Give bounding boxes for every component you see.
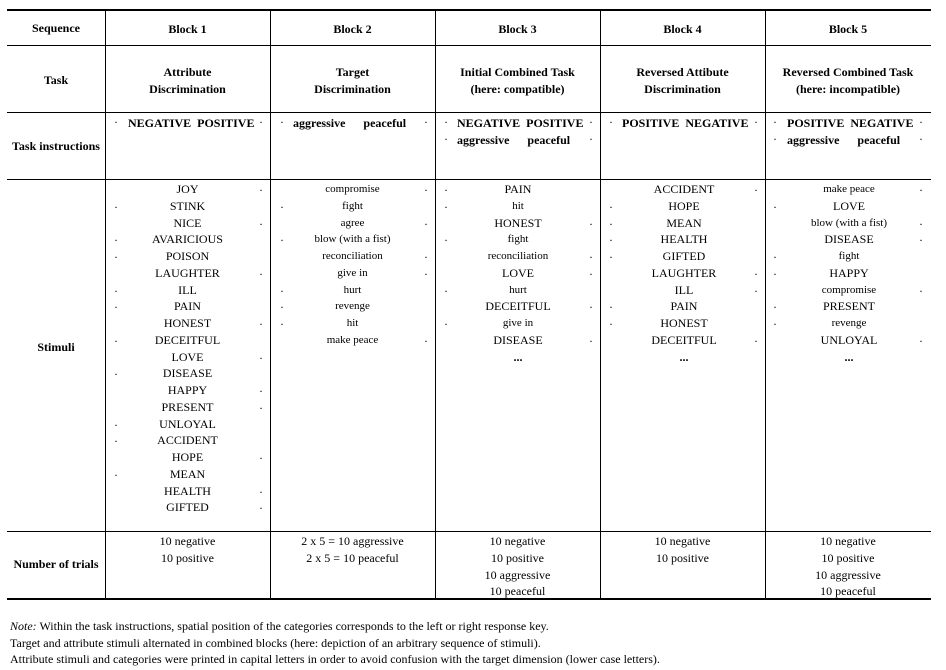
stimulus-ellipsis: ... (844, 349, 854, 364)
stimulus-word: PAIN (670, 299, 698, 314)
stimulus-word: GIFTED (166, 500, 209, 515)
response-key-marker: · (609, 300, 613, 315)
stimulus-word: LOVE (171, 349, 204, 364)
stimulus-word: reconciliation (322, 250, 383, 262)
col-divider-5 (765, 10, 766, 599)
response-key-marker: · (444, 183, 448, 197)
response-key-marker: · (444, 317, 448, 331)
left-key-marker: · (280, 115, 284, 129)
stimulus-word: DISEASE (824, 232, 874, 247)
stimulus-word: LAUGHTER (155, 265, 220, 280)
stimulus-word: UNLOYAL (159, 416, 216, 431)
stimulus-word: GIFTED (662, 249, 706, 263)
col-divider-1 (105, 10, 106, 599)
response-key-marker: · (424, 266, 428, 281)
col-divider-3 (435, 10, 436, 599)
task-block-1: Attribute Discrimination (149, 65, 226, 96)
stimulus-word: revenge (831, 317, 867, 329)
right-key-marker: · (919, 115, 923, 129)
stimulus-ellipsis: ... (679, 349, 689, 364)
instruction-block-5-targets: aggressive peaceful (787, 133, 901, 147)
stimulus-word: DISEASE (493, 332, 543, 347)
stimulus-word: HOPE (668, 198, 700, 213)
stimulus-word: MEAN (169, 466, 206, 481)
instruction-block-2: aggressive peaceful (293, 116, 407, 130)
response-key-marker: · (609, 233, 613, 248)
header-sequence: Sequence (32, 21, 80, 35)
note-line-2: Target and attribute stimuli alternated in combined blocks (here: depiction of an arbitrary sequence of stimuli). (10, 635, 541, 650)
left-key-marker: · (773, 115, 777, 129)
stimulus-word: HAPPY (167, 383, 208, 397)
stimulus-word: PRESENT (161, 399, 214, 414)
rule-after-task (7, 112, 931, 113)
stimulus-word: PAIN (504, 182, 532, 196)
header-block-2: Block 2 (333, 22, 372, 36)
response-key-marker: · (754, 266, 758, 281)
stimulus-word: STINK (169, 198, 206, 213)
response-key-marker: · (589, 333, 593, 348)
stimulus-word: HAPPY (829, 265, 869, 280)
task-block-5: Reversed Combined Task (here: incompatible) (782, 65, 914, 96)
stimulus-word: PRESENT (822, 299, 875, 314)
right-key-marker: · (424, 115, 428, 129)
col-divider-2 (270, 10, 271, 599)
stimulus-word: make peace (823, 183, 875, 195)
stimulus-word: HONEST (163, 316, 212, 330)
response-key-marker: · (280, 233, 284, 248)
stimulus-word: ACCIDENT (157, 433, 218, 448)
response-key-marker: · (280, 283, 284, 298)
table-notes (10, 618, 660, 668)
row-label-task: Task (43, 73, 69, 87)
stimuli-block-3 (452, 181, 584, 365)
stimulus-word: hit (346, 317, 359, 329)
header-block-1: Block 1 (168, 22, 207, 36)
response-key-marker: · (114, 283, 118, 298)
response-key-marker: · (609, 250, 613, 264)
response-key-marker: · (259, 501, 263, 516)
stimulus-word: compromise (821, 283, 877, 296)
stimulus-word: AVARICIOUS (152, 232, 223, 247)
stimulus-word: NICE (173, 215, 202, 230)
stimulus-word: HOPE (171, 450, 204, 464)
response-key-marker: · (114, 434, 118, 449)
right-key-marker: · (589, 115, 593, 129)
response-key-marker: · (754, 333, 758, 348)
instruction-block-3-attributes: NEGATIVE POSITIVE (457, 116, 584, 130)
response-key-marker: · (919, 283, 923, 298)
stimulus-word: ACCIDENT (653, 182, 715, 196)
trials-block-1: 10 negative 10 positive (159, 534, 216, 565)
response-key-marker: · (114, 250, 118, 264)
response-key-marker: · (773, 199, 777, 214)
stimulus-word: DECEITFUL (154, 332, 221, 347)
response-key-marker: · (280, 300, 284, 315)
stimulus-word: fight (507, 233, 529, 246)
instruction-block-5-attributes: POSITIVE NEGATIVE (787, 116, 914, 130)
stimulus-word: blow (with a fist) (314, 233, 391, 246)
row-label-stimuli: Stimuli (37, 340, 75, 354)
response-key-marker: · (114, 333, 118, 348)
response-key-marker: · (444, 233, 448, 248)
left-key-marker: · (773, 132, 777, 146)
instruction-block-1: NEGATIVE POSITIVE (128, 116, 255, 130)
left-key-marker: · (444, 115, 448, 129)
trials-block-4: 10 negative 10 positive (654, 534, 711, 565)
left-key-marker: · (609, 115, 613, 129)
rule-after-instructions (7, 179, 931, 180)
response-key-marker: · (919, 333, 923, 348)
response-key-marker: · (589, 300, 593, 315)
right-key-marker: · (259, 115, 263, 129)
stimulus-word: reconciliation (487, 250, 549, 262)
response-key-marker: · (589, 216, 593, 231)
note-line-3: Attribute stimuli and categories were printed in capital letters in order to avoid confusion with the target dimension (lower case letters). (10, 652, 660, 666)
stimulus-word: DISEASE (162, 366, 213, 381)
stimulus-word: HEALTH (164, 483, 211, 498)
response-key-marker: · (754, 283, 758, 298)
stimulus-word: LOVE (502, 265, 534, 280)
row-label-number-of-trials: Number of trials (13, 557, 99, 571)
header-block-5: Block 5 (828, 22, 868, 36)
table-top-rule (7, 9, 931, 11)
stimulus-word: make peace (326, 333, 379, 346)
response-key-marker: · (589, 266, 593, 281)
stimulus-word: hurt (509, 283, 527, 296)
response-key-marker: · (444, 199, 448, 214)
response-key-marker: · (259, 216, 263, 231)
header-block-3: Block 3 (498, 22, 537, 36)
response-key-marker: · (280, 199, 284, 214)
response-key-marker: · (424, 183, 428, 197)
response-key-marker: · (114, 300, 118, 315)
stimulus-word: HEALTH (660, 232, 708, 247)
stimuli-block-5 (783, 181, 915, 365)
stimulus-word: revenge (335, 300, 370, 313)
task-block-3: Initial Combined Task (here: compatible) (460, 65, 575, 96)
response-key-marker: · (773, 317, 777, 331)
stimulus-word: fight (838, 250, 860, 262)
response-key-marker: · (114, 417, 118, 432)
instruction-block-3-targets: aggressive peaceful (457, 133, 571, 147)
response-key-marker: · (773, 300, 777, 315)
task-block-2: Target Discrimination (314, 65, 391, 96)
stimulus-word: give in (337, 266, 368, 279)
response-key-marker: · (424, 333, 428, 348)
stimulus-word: MEAN (666, 215, 702, 230)
stimulus-word: hit (512, 199, 524, 212)
response-key-marker: · (114, 233, 118, 248)
response-key-marker: · (259, 350, 263, 365)
stimulus-word: hurt (343, 283, 362, 296)
response-key-marker: · (259, 451, 263, 465)
response-key-marker: · (114, 199, 118, 214)
response-key-marker: · (259, 266, 263, 281)
stimulus-word: ILL (178, 282, 197, 297)
stimulus-word: DECEITFUL (651, 332, 717, 347)
right-key-marker: · (589, 132, 593, 146)
rule-after-stimuli (7, 531, 931, 532)
stimulus-word: agree (340, 216, 365, 229)
left-key-marker: · (114, 115, 118, 129)
stimulus-word: HONEST (494, 215, 542, 230)
response-key-marker: · (609, 199, 613, 214)
trials-block-3: 10 negative 10 positive 10 aggressive 10 peaceful (484, 534, 551, 599)
response-key-marker: · (259, 384, 263, 398)
col-divider-4 (600, 10, 601, 599)
trials-block-5: 10 negative 10 positive 10 aggressive 10 peaceful (815, 534, 881, 599)
stimulus-word: UNLOYAL (820, 332, 878, 347)
response-key-marker: · (424, 250, 428, 264)
rule-after-header (7, 45, 931, 46)
response-key-marker: · (444, 283, 448, 298)
response-key-marker: · (259, 183, 263, 197)
response-key-marker: · (919, 216, 923, 231)
stimulus-word: HONEST (660, 316, 708, 330)
note-label: Note: (10, 619, 37, 633)
stimuli-block-2 (285, 181, 420, 349)
stimulus-word: LOVE (833, 198, 865, 213)
response-key-marker: · (919, 233, 923, 248)
row-label-task-instructions: Task instructions (12, 139, 100, 153)
response-key-marker: · (609, 317, 613, 331)
response-key-marker: · (259, 484, 263, 499)
task-block-4: Reversed Attibute Discrimination (636, 65, 729, 96)
response-key-marker: · (424, 216, 428, 231)
note-line-1: Note: Within the task instructions, spatial position of the categories corresponds to the left or right response key. (10, 619, 549, 633)
response-key-marker: · (259, 317, 263, 331)
stimulus-word: compromise (325, 183, 380, 195)
response-key-marker: · (773, 266, 777, 281)
stimulus-word: fight (342, 199, 363, 212)
response-key-marker: · (609, 216, 613, 231)
response-key-marker: · (919, 183, 923, 197)
trials-block-2: 2 x 5 = 10 aggressive 2 x 5 = 10 peaceful (301, 534, 404, 565)
response-key-marker: · (280, 317, 284, 331)
stimulus-ellipsis: ... (513, 349, 523, 364)
instruction-block-4: POSITIVE NEGATIVE (622, 116, 749, 130)
header-block-4: Block 4 (663, 22, 702, 36)
response-key-marker: · (259, 400, 263, 415)
right-key-marker: · (919, 132, 923, 146)
right-key-marker: · (754, 115, 758, 129)
response-key-marker: · (773, 250, 777, 264)
stimulus-word: POISON (165, 249, 210, 263)
left-key-marker: · (444, 132, 448, 146)
stimuli-block-1 (125, 181, 250, 516)
response-key-marker: · (589, 250, 593, 264)
stimulus-word: give in (502, 317, 534, 329)
stimulus-word: PAIN (174, 299, 201, 314)
response-key-marker: · (114, 367, 118, 382)
response-key-marker: · (114, 467, 118, 482)
stimuli-block-4 (618, 181, 750, 365)
response-key-marker: · (754, 183, 758, 197)
stimulus-word: DECEITFUL (485, 299, 551, 314)
stimulus-word: JOY (176, 182, 199, 196)
stimulus-word: LAUGHTER (651, 265, 717, 280)
stimulus-word: ILL (674, 282, 694, 297)
stimulus-word: blow (with a fist) (810, 216, 888, 229)
